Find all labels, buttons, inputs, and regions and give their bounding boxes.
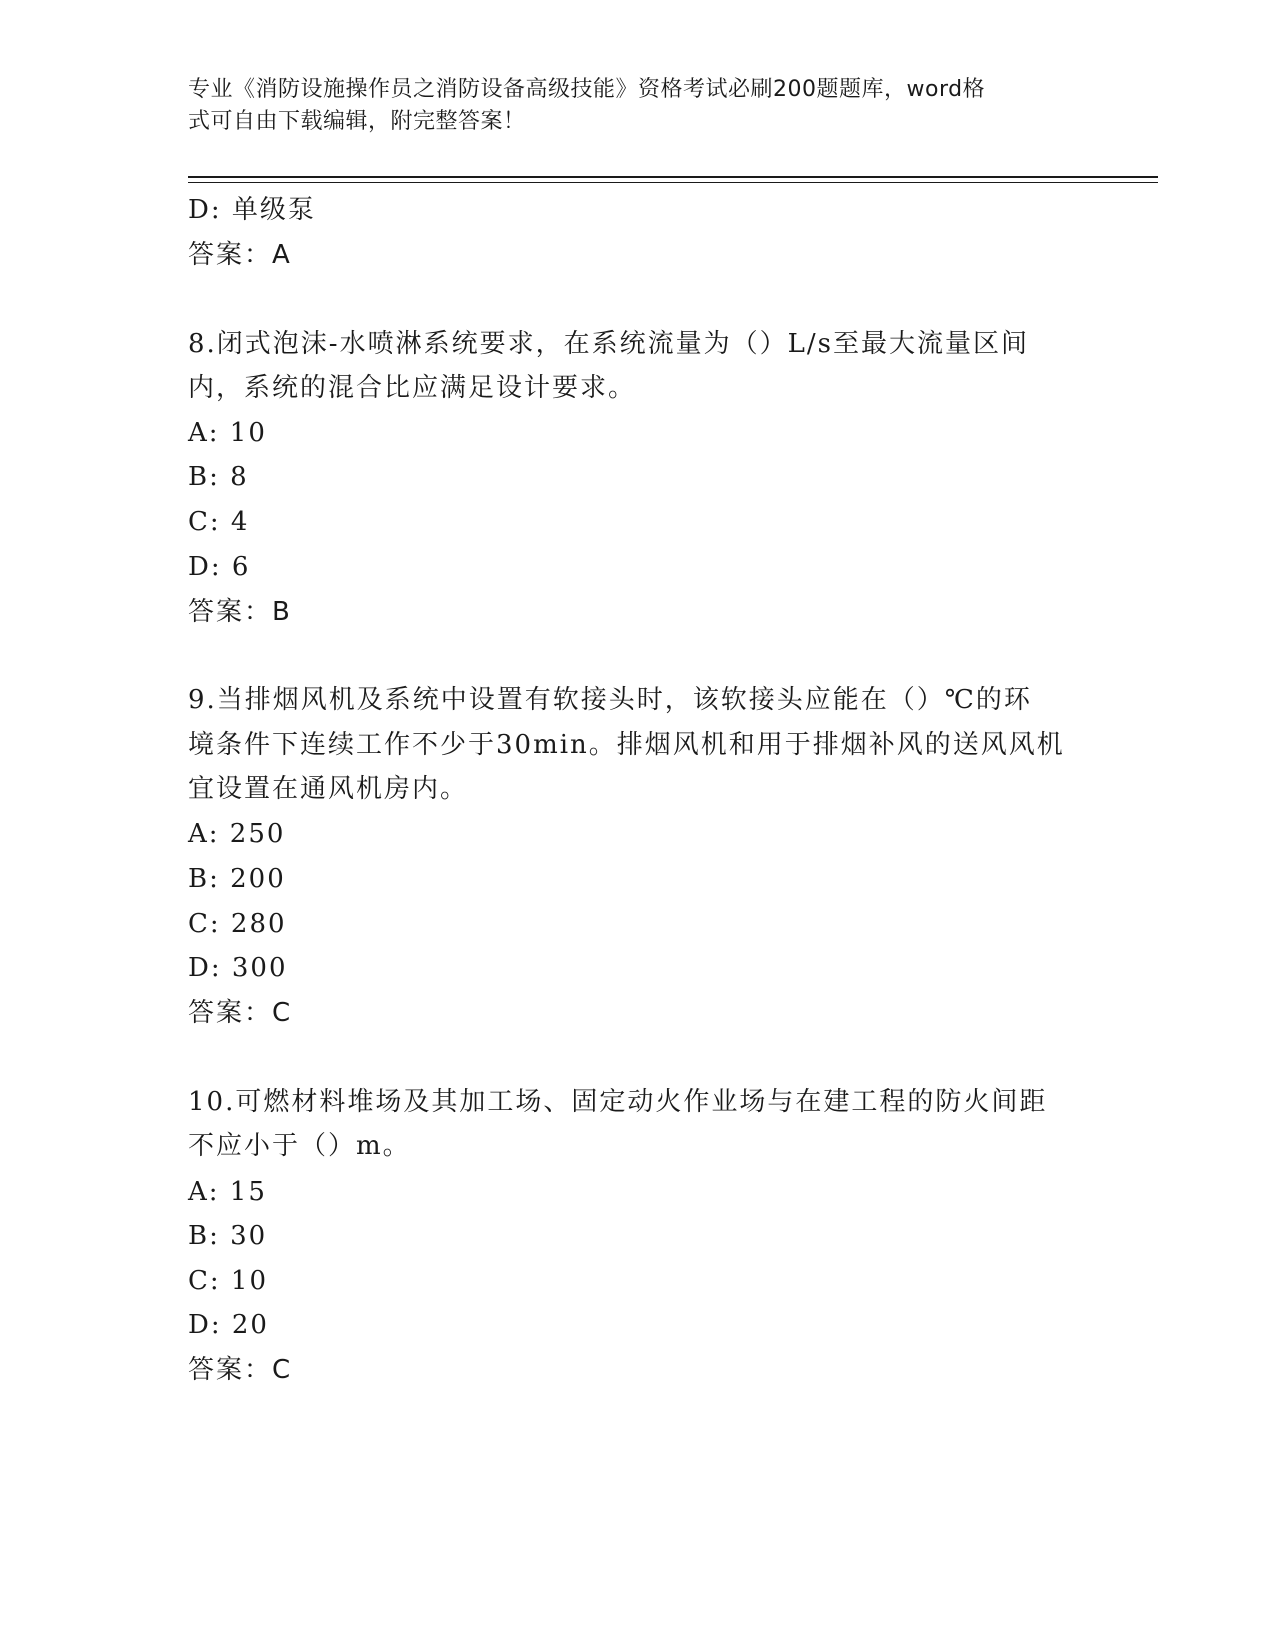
q8-stem-line-1: 8.闭式泡沫-水喷淋系统要求，在系统流量为（）L/s至最大流量区间 <box>188 329 1029 359</box>
q9-option-a: A: 250 <box>188 819 286 849</box>
q10-option-a: A: 15 <box>188 1177 267 1207</box>
q9-option-d: D: 300 <box>188 953 288 983</box>
q9-option-b: B: 200 <box>188 864 286 894</box>
q10-stem-line-2: 不应小于（）m。 <box>188 1131 411 1161</box>
q10-option-b: B: 30 <box>188 1221 268 1251</box>
q10-option-c: C: 10 <box>188 1266 269 1296</box>
q7-option-d: D: 单级泵 <box>188 195 316 225</box>
header-line-2: 式可自由下载编辑，附完整答案！ <box>188 109 526 134</box>
header-line-1: 专业《消防设施操作员之消防设备高级技能》资格考试必刷200题题库，word格 <box>188 77 986 102</box>
q10-answer: 答案：C <box>188 1355 293 1385</box>
header-rule-thin <box>188 182 1158 183</box>
header-rule-thick <box>188 176 1158 178</box>
q9-stem-line-2: 境条件下连续工作不少于30min。排烟风机和用于排烟补风的送风风机 <box>188 730 1065 760</box>
q8-option-c: C: 4 <box>188 507 250 537</box>
q10-stem-line-1: 10.可燃材料堆场及其加工场、固定动火作业场与在建工程的防火间距 <box>188 1087 1048 1117</box>
q9-stem-line-1: 9.当排烟风机及系统中设置有软接头时，该软接头应能在（）℃的环 <box>188 685 1032 715</box>
q8-option-b: B: 8 <box>188 462 249 492</box>
q9-answer: 答案：C <box>188 998 293 1028</box>
q8-stem-line-2: 内，系统的混合比应满足设计要求。 <box>188 373 637 403</box>
q9-option-c: C: 280 <box>188 909 287 939</box>
q8-option-d: D: 6 <box>188 552 251 582</box>
q9-stem-line-3: 宜设置在通风机房内。 <box>188 774 469 804</box>
q10-option-d: D: 20 <box>188 1310 269 1340</box>
q8-option-a: A: 10 <box>188 418 267 448</box>
page-header <box>188 74 1068 138</box>
q8-answer: 答案：B <box>188 597 292 627</box>
q7-answer: 答案：A <box>188 240 292 270</box>
